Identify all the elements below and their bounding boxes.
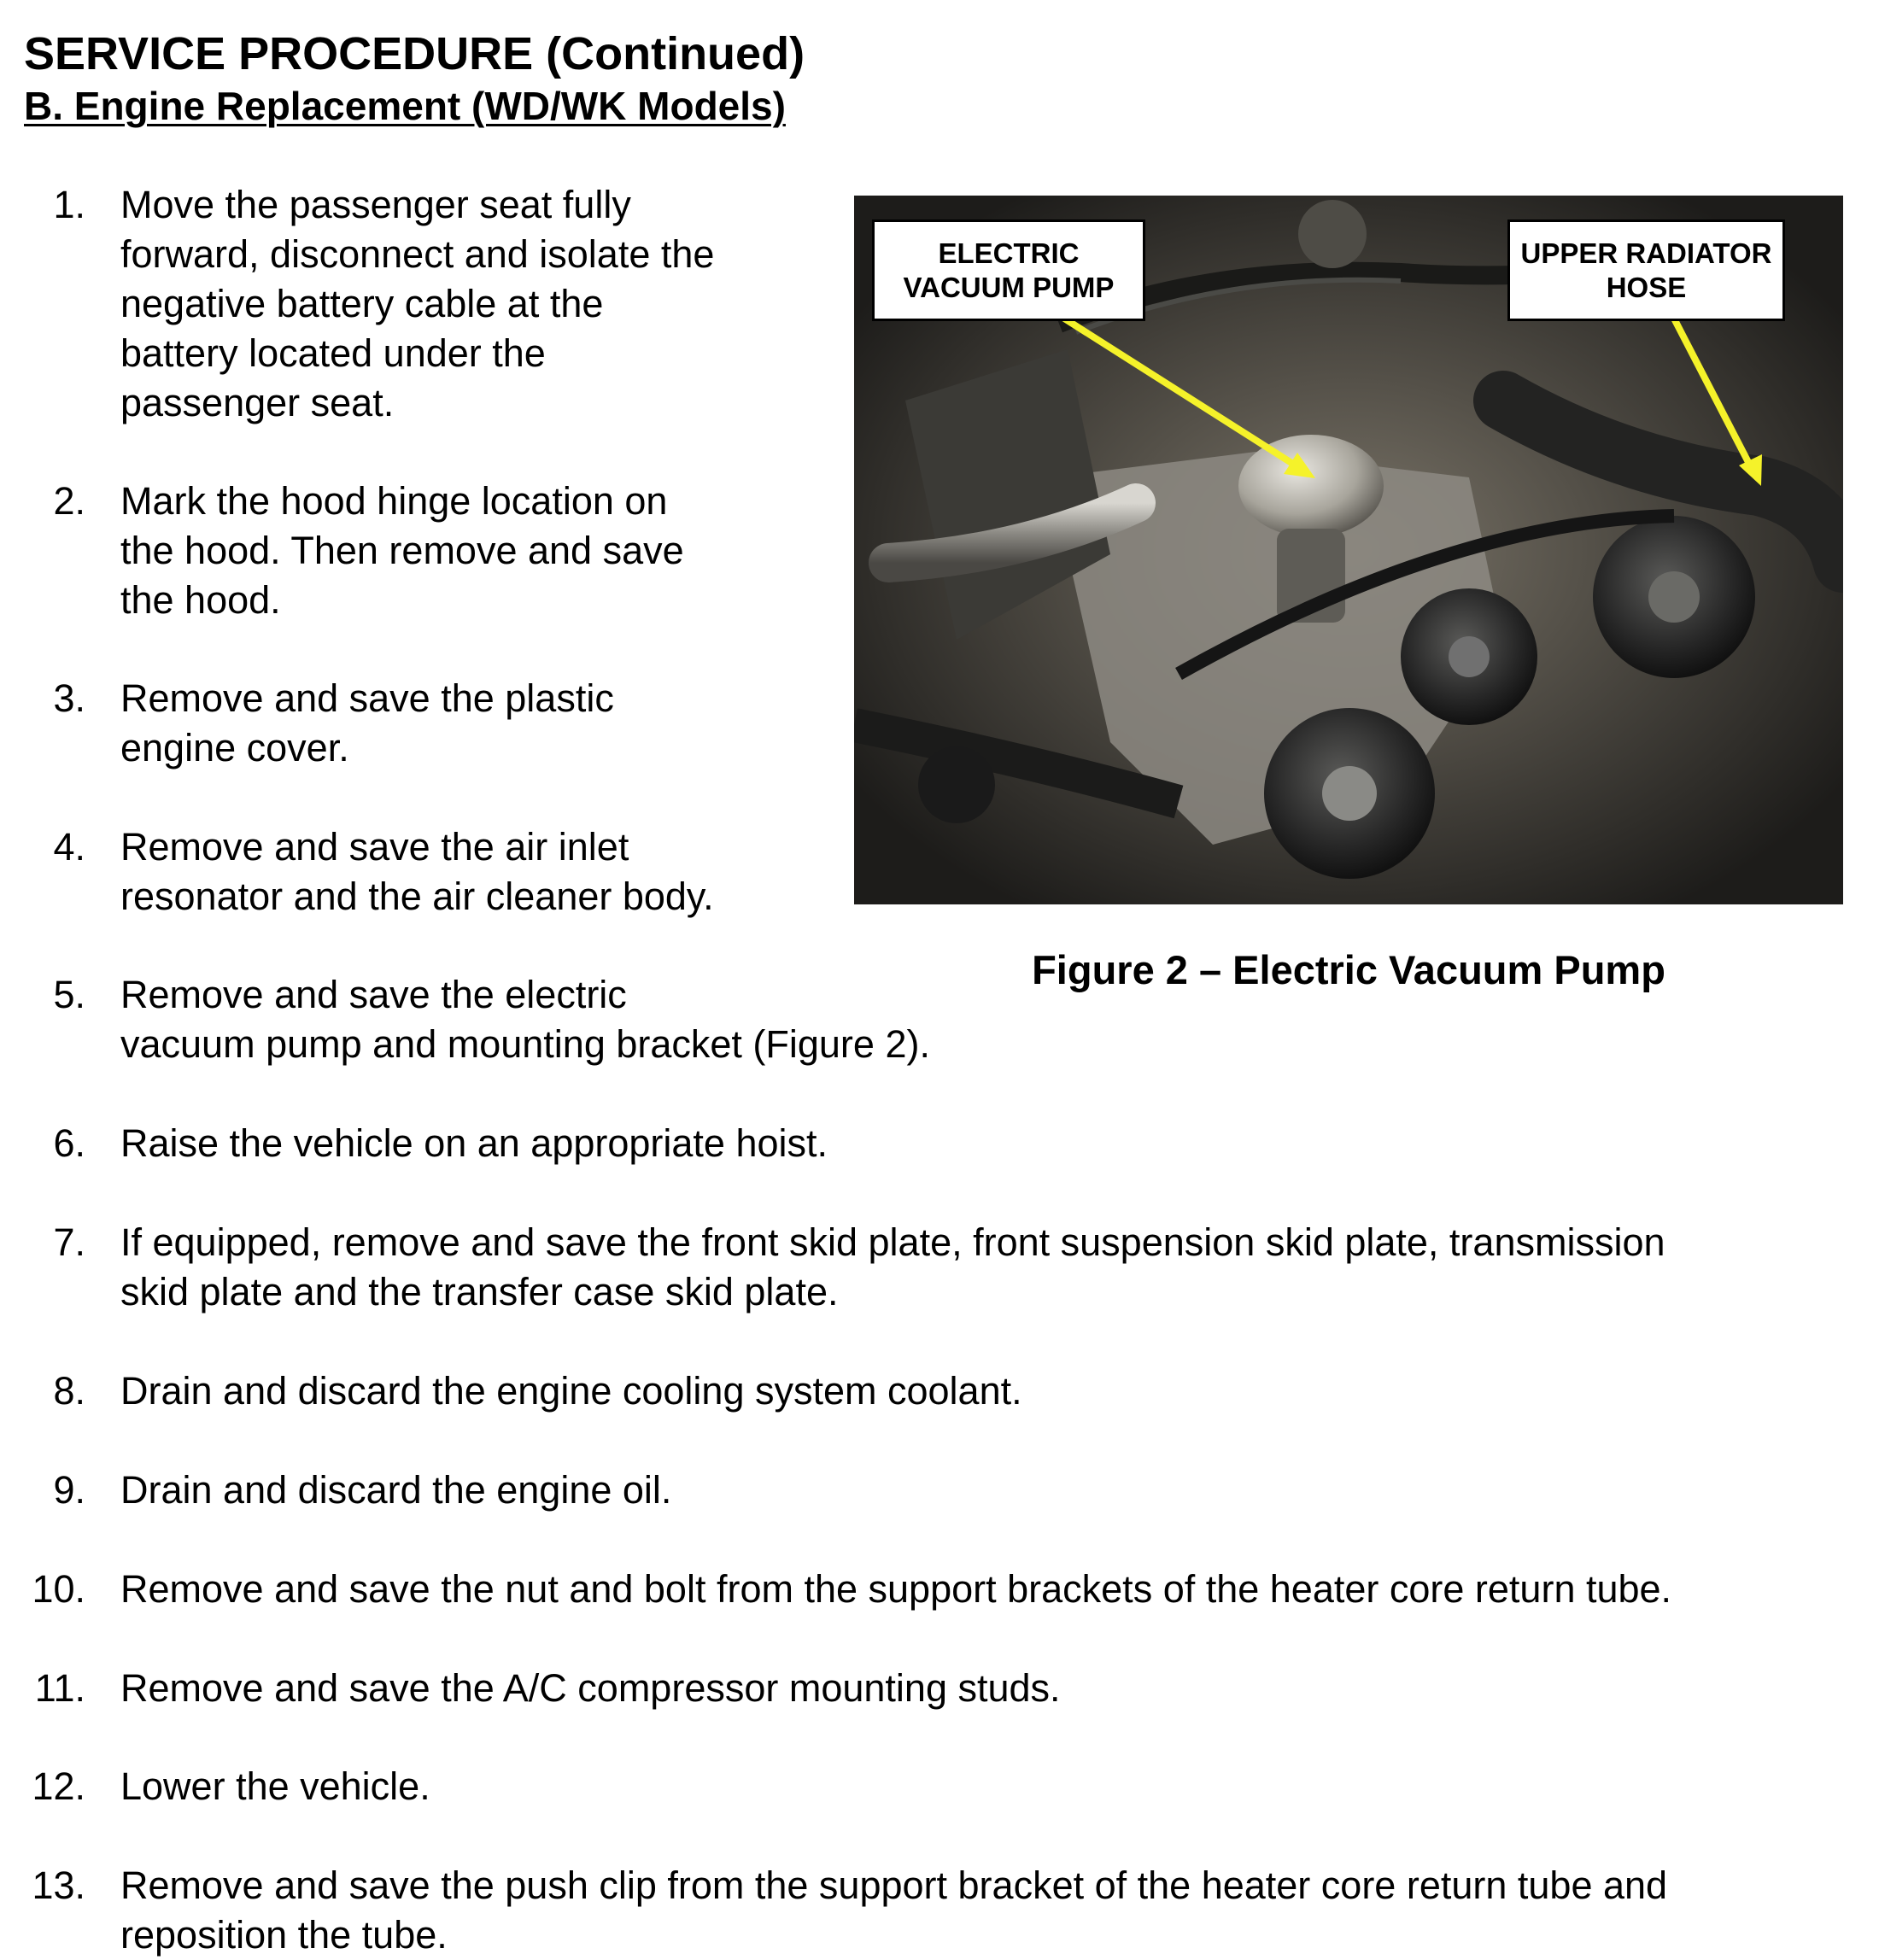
- step-number: 13.: [32, 1863, 85, 1907]
- step-text-line: skid plate and the transfer case skid plate.: [120, 1270, 839, 1313]
- step-number: 7.: [53, 1220, 85, 1264]
- step-number: 2.: [53, 479, 85, 523]
- step-text-line: Remove and save the nut and bolt from the support brackets of the heater core return tube.: [120, 1567, 1672, 1611]
- step-text-line: battery located under the: [120, 331, 546, 375]
- step-text-line: Remove and save the air inlet: [120, 825, 629, 869]
- step-text-line: the hood.: [120, 578, 281, 622]
- step-text-line: Remove and save the push clip from the support bracket of the heater core return tube and: [120, 1863, 1668, 1907]
- step-text-line: Remove and save the A/C compressor mounting studs.: [120, 1666, 1061, 1710]
- step-number: 12.: [32, 1764, 85, 1808]
- pulley-hub: [1322, 766, 1377, 821]
- step-number: 4.: [53, 825, 85, 869]
- pulley-hub: [1449, 636, 1490, 677]
- pulley-hub: [1648, 571, 1700, 623]
- step-text-line: Remove and save the electric: [120, 973, 627, 1016]
- step-text-line: forward, disconnect and isolate the: [120, 232, 715, 276]
- step-number: 1.: [53, 183, 85, 226]
- section-subtitle: B. Engine Replacement (WD/WK Models): [24, 84, 786, 128]
- step-number: 8.: [53, 1369, 85, 1413]
- callout-line: ELECTRIC: [938, 237, 1080, 269]
- callout-line: HOSE: [1606, 271, 1687, 303]
- step-text-line: Drain and discard the engine oil.: [120, 1468, 672, 1512]
- step-text-line: the hood. Then remove and save: [120, 529, 684, 572]
- engine-bay-photo: [854, 196, 1843, 904]
- step-text-line: resonator and the air cleaner body.: [120, 875, 714, 918]
- step-text-line: Move the passenger seat fully: [120, 183, 631, 226]
- figure-caption: Figure 2 – Electric Vacuum Pump: [1032, 947, 1665, 992]
- step-text-line: vacuum pump and mounting bracket (Figure 2).: [120, 1022, 930, 1066]
- callout-upper-radiator-hose: [1507, 219, 1785, 321]
- step-number: 11.: [34, 1666, 85, 1710]
- step-number: 3.: [53, 676, 85, 720]
- callout-line: VACUUM PUMP: [903, 271, 1115, 303]
- step-text-line: passenger seat.: [120, 381, 395, 424]
- vacuum-pump: [1238, 435, 1384, 537]
- step-text-line: engine cover.: [120, 726, 349, 769]
- oil-cap: [918, 746, 995, 823]
- step-text-line: reposition the tube.: [120, 1913, 448, 1957]
- fluid-cap: [1298, 200, 1367, 268]
- step-number: 6.: [53, 1121, 85, 1165]
- step-text-line: Mark the hood hinge location on: [120, 479, 668, 523]
- page-title: SERVICE PROCEDURE (Continued): [24, 28, 805, 79]
- step-text-line: Remove and save the plastic: [120, 676, 614, 720]
- step-text-line: If equipped, remove and save the front skid plate, front suspension skid plate, transmission: [120, 1220, 1665, 1264]
- step-text-line: Raise the vehicle on an appropriate hoist.: [120, 1121, 828, 1165]
- callout-electric-vacuum-pump: [872, 219, 1145, 321]
- callout-line: UPPER RADIATOR: [1520, 237, 1772, 269]
- step-number: 5.: [53, 973, 85, 1016]
- step-text-line: negative battery cable at the: [120, 282, 604, 325]
- step-text-line: Drain and discard the engine cooling system coolant.: [120, 1369, 1022, 1413]
- step-number: 10.: [32, 1567, 85, 1611]
- step-number: 9.: [53, 1468, 85, 1512]
- step-text-line: Lower the vehicle.: [120, 1764, 430, 1808]
